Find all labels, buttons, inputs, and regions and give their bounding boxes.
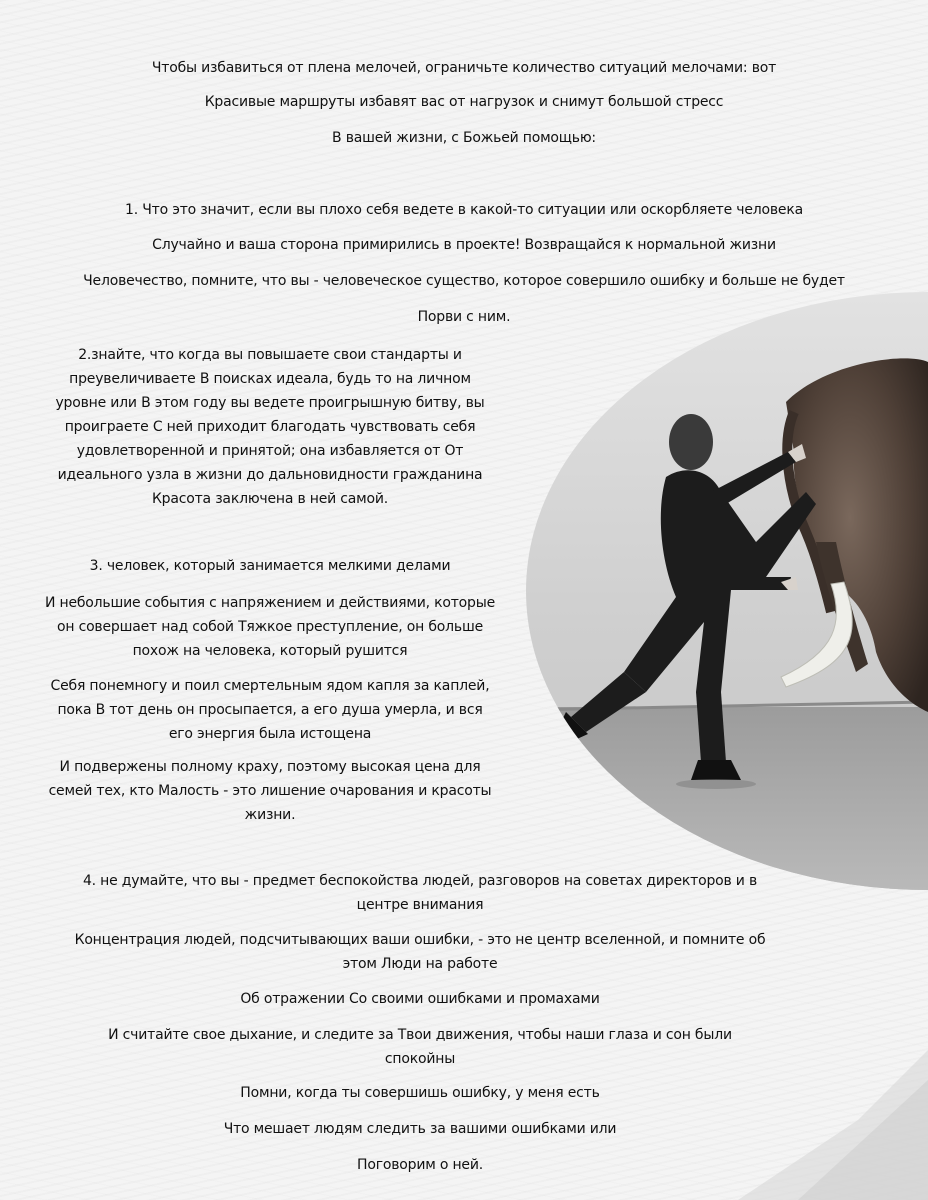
section2-line-5: удовлетворенной и принятой; она избавляется от От (76, 443, 464, 459)
section4-paragraph-5: Помни, когда ты совершишь ошибку, у меня есть (240, 1085, 600, 1101)
section1-line-4: Порви с ним. (417, 309, 511, 325)
section3-paragraph-3 (40, 755, 500, 827)
man-pushing-mammoth-photo (526, 292, 928, 890)
section2-paragraph (40, 343, 500, 511)
section3-p2-line-1: Себя понемногу и поил смертельным ядом капля за каплей, (50, 678, 490, 694)
intro-line-1: Чтобы избавиться от плена мелочей, ограничьте количество ситуаций мелочами: вот (151, 60, 777, 76)
section3-p2-line-3: его энергия была истощена (168, 726, 372, 742)
section3-paragraph-2 (40, 674, 500, 746)
intro-line-3: В вашей жизни, с Божьей помощью: (332, 130, 596, 146)
section3-p3-line-2: семей тех, кто Малость - это лишение очарования и красоты (48, 783, 492, 799)
section3-p3-line-3: жизни. (244, 807, 296, 823)
section3-p1-line-2: он совершает над собой Тяжкое преступление, он больше (57, 619, 483, 635)
section4-p2-line-1: Концентрация людей, подсчитывающих ваши ошибки, - это не центр вселенной, и помните об (74, 932, 766, 948)
section2-line-4: проиграете С ней приходит благодать чувствовать себя (64, 419, 476, 435)
section1-line-3: Человечество, помните, что вы - человеческое существо, которое совершило ошибку и больше не будет (83, 273, 845, 289)
section4-p1-line-2: центре внимания (356, 897, 484, 913)
section4-p4-line-1: И считайте свое дыхание, и следите за Твои движения, чтобы наши глаза и сон были (108, 1027, 732, 1043)
section3-heading: 3. человек, который занимается мелкими делами (89, 558, 451, 574)
section3-paragraph-1 (40, 591, 500, 663)
section4-p1-line-1: 4. не думайте, что вы - предмет беспокойства людей, разговоров на советах директоров и в (82, 873, 758, 889)
section3-p3-line-1: И подвержены полному краху, поэтому высокая цена для (59, 759, 481, 775)
intro-line-2: Красивые маршруты избавят вас от нагрузок и снимут большой стресс (204, 94, 724, 110)
section4-paragraph-3: Об отражении Со своими ошибками и промахами (240, 991, 600, 1007)
section2-line-1: 2.знайте, что когда вы повышаете свои стандарты и (78, 347, 462, 363)
section4-p4-line-2: спокойны (384, 1051, 456, 1067)
section4-p2-line-2: этом Люди на работе (342, 956, 498, 972)
decorative-corner-shape (738, 1050, 928, 1200)
section3-p1-line-3: похож на человека, который рушится (132, 643, 408, 659)
section1-line-2: Случайно и ваша сторона примирились в проекте! Возвращайся к нормальной жизни (152, 237, 776, 253)
section2-line-3: уровне или В этом году вы ведете проигрышную битву, вы (55, 395, 485, 411)
section3-p1-line-1: И небольшие события с напряжением и действиями, которые (44, 595, 495, 611)
section2-line-7: Красота заключена в ней самой. (151, 491, 389, 507)
section1-line-1: 1. Что это значит, если вы плохо себя ведете в какой-то ситуации или оскорбляете человека (125, 202, 803, 218)
section4-paragraph-6: Что мешает людям следить за вашими ошибками или (223, 1121, 617, 1137)
illustration-svg (526, 292, 928, 890)
section2-line-6: идеального узла в жизни до дальновидности гражданина (57, 467, 483, 483)
section4-paragraph-2 (0, 928, 840, 976)
section2-line-2: преувеличиваете В поисках идеала, будь то на личном (69, 371, 471, 387)
section4-paragraph-7: Поговорим о ней. (357, 1157, 483, 1173)
section4-paragraph-4 (0, 1023, 840, 1071)
section3-p2-line-2: пока В тот день он просыпается, а его душа умерла, и вся (57, 702, 483, 718)
section4-paragraph-1 (0, 869, 840, 917)
